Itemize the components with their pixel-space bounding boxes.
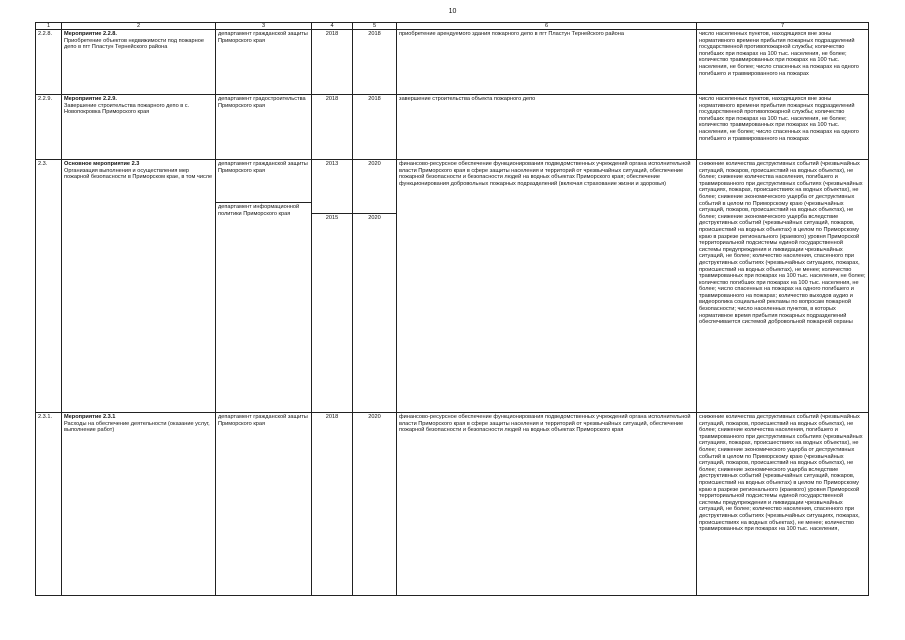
start-year: 2018: [312, 95, 353, 160]
end-year: 2018: [353, 95, 397, 160]
measure-title: Мероприятие 2.3.1: [64, 414, 116, 420]
end-year-secondary: 2020: [353, 213, 396, 223]
row-number: 2.3.1.: [36, 413, 62, 596]
col-header-3: 3: [216, 23, 312, 30]
start-year: 2013: [325, 161, 339, 167]
measure-description: Организация выполнения и осуществления мер пожарной безопасности в Приморском крае, в том числе: [64, 167, 213, 181]
col-header-6: 6: [397, 23, 697, 30]
measure-description: Приобретение объектов недвижимости под пожарное депо в пгт Пластун Тернейского района: [64, 37, 204, 51]
department: департамент гражданской защиты Приморского края: [216, 413, 312, 596]
expected-result: финансово-ресурсное обеспечение функционирования подведомственных учреждений органа исполнительной власти Приморского края в сфере защиты населения и территорий от чрезвычайных ситуаций, обеспечение пожарной безопасности и безопасности людей на водных объектах Приморского края: [397, 413, 697, 596]
col-header-4: 4: [312, 23, 353, 30]
expected-result: завершение строительства объекта пожарного депо: [397, 95, 697, 160]
end-year: 2018: [353, 30, 397, 95]
measure-description: Расходы на обеспечение деятельности (оказание услуг, выполнение работ): [64, 420, 210, 434]
department: департамент градостроительства Приморского края: [216, 95, 312, 160]
department-secondary: департамент информационной политики Приморского края: [216, 202, 311, 218]
start-year: 2018: [312, 413, 353, 596]
end-year-cell: [353, 160, 397, 413]
table-row: [36, 95, 869, 160]
measure-cell: [62, 413, 216, 596]
measure-title: Мероприятие 2.2.8.: [64, 31, 117, 37]
start-year: 2018: [312, 30, 353, 95]
indicators: снижение количества деструктивных событий (чрезвычайных ситуаций, пожаров, происшествий на водных объектах), не более; снижение количества населения, погибшего и травмированного при деструктивных событиях (чрезвычайных ситуациях, пожарах, происшествиях на водных объектах), не более; снижение экономического ущерба от деструктивных событий в целом по Приморскому краю (чрезвычайных ситуаций, пожаров, происшествий на водных объектах), не более; снижение экономического ущерба вследствие деструктивных событий (чрезвычайных ситуаций, пожаров, происшествий на водных объектах) в целом по Приморскому краю в разрезе регионального (краевого) уровня Приморской территориальной подсистемы единой государственной системы предупреждения и ликвидации чрезвычайных ситуаций, не более; количество населения, спасенного при деструктивных событиях (чрезвычайных ситуациях, пожарах, происшествий на водных объектах), не менее; количество травмированных при пожарах на 100 тыс. населения, не более; количество погибших при пожарах на 100 тыс. населения, не более; число спасенных на пожарах на одного погибшего и травмированного на пожарах; количество выходов аудио и видеоролика социальной рекламы по вопросам пожарной безопасности; число населенных пунктов, в которых нормативное время прибытия пожарных подразделений обеспечивается системой добровольной пожарной охраны: [697, 160, 869, 413]
measure-cell: [62, 30, 216, 95]
measures-table: [35, 22, 869, 596]
department-cell: [216, 160, 312, 413]
col-header-1: 1: [36, 23, 62, 30]
table-row: [36, 160, 869, 413]
table-row: [36, 413, 869, 596]
col-header-5: 5: [353, 23, 397, 30]
measure-cell: [62, 95, 216, 160]
row-number: 2.2.9.: [36, 95, 62, 160]
end-year: 2020: [353, 413, 397, 596]
table-row: [36, 30, 869, 95]
measure-cell: [62, 160, 216, 413]
department: департамент гражданской защиты Приморского края: [216, 30, 312, 95]
department: департамент гражданской защиты Приморского края: [218, 161, 308, 174]
indicators: снижение количества деструктивных событий (чрезвычайных ситуаций, пожаров, происшествий на водных объектах), не более; снижение количества населения, погибшего и травмированного при деструктивных событиях (чрезвычайных ситуациях, пожарах, происшествиях на водных объектах), не более; снижение экономического ущерба от деструктивных событий в целом по Приморскому краю (чрезвычайных ситуаций, пожаров, происшествий на водных объектах), не более; снижение экономического ущерба вследствие деструктивных событий (чрезвычайных ситуаций, пожаров, происшествий на водных объектах) в целом по Приморскому краю в разрезе регионального (краевого) уровня Приморской территориальной подсистемы единой государственной системы предупреждения и ликвидации чрезвычайных ситуаций, не более; количество населения, спасенного при деструктивных событиях (чрезвычайных ситуациях, пожарах, происшествиях на водных объектах), не менее; количество травмированных при пожарах на 100 тыс. населения,: [697, 413, 869, 596]
indicators: число населенных пунктов, находящихся вне зоны нормативного времени прибытия пожарных подразделений государственной противопожарной службы; количество погибших при пожарах на 100 тыс. населения, не более; количество травмированных при пожарах на 100 тыс. населения, не более; число спасенных на пожарах на одного погибшего и травмированного на пожарах: [697, 95, 869, 160]
row-number: 2.2.8.: [36, 30, 62, 95]
header-row: [36, 23, 869, 30]
measure-description: Завершение строительства пожарного депо в с. Новопокровка Приморского края: [64, 102, 190, 116]
start-year-cell: [312, 160, 353, 413]
start-year-secondary: 2015: [312, 213, 352, 223]
page-number: 10: [448, 8, 457, 15]
end-year: 2020: [368, 161, 381, 167]
row-number: 2.3.: [36, 160, 62, 413]
expected-result: финансово-ресурсное обеспечение функционирования подведомственных учреждений органа исполнительной власти Приморского края в сфере защиты населения и территорий от чрезвычайных ситуаций, обеспечение пожарной безопасности и безопасности людей на водных объектах Приморского края; обеспечение функционирования добровольных пожарных подразделений (включая страхование жизни и здоровья): [397, 160, 697, 413]
indicators: число населенных пунктов, находящихся вне зоны нормативного времени прибытия пожарных подразделений государственной противопожарной службы; количество погибших при пожарах на 100 тыс. населения, не более; количество травмированных при пожарах на 100 тыс. населения, не более; число спасенных на пожарах на одного погибшего и травмированного на пожарах: [697, 30, 869, 95]
measure-title: Мероприятие 2.2.9.: [64, 96, 117, 102]
measure-title: Основное мероприятие 2.3: [64, 161, 140, 167]
col-header-2: 2: [62, 23, 216, 30]
expected-result: приобретение арендуемого здания пожарного депо в пгт Пластун Тернейского района: [397, 30, 697, 95]
col-header-7: 7: [697, 23, 869, 30]
